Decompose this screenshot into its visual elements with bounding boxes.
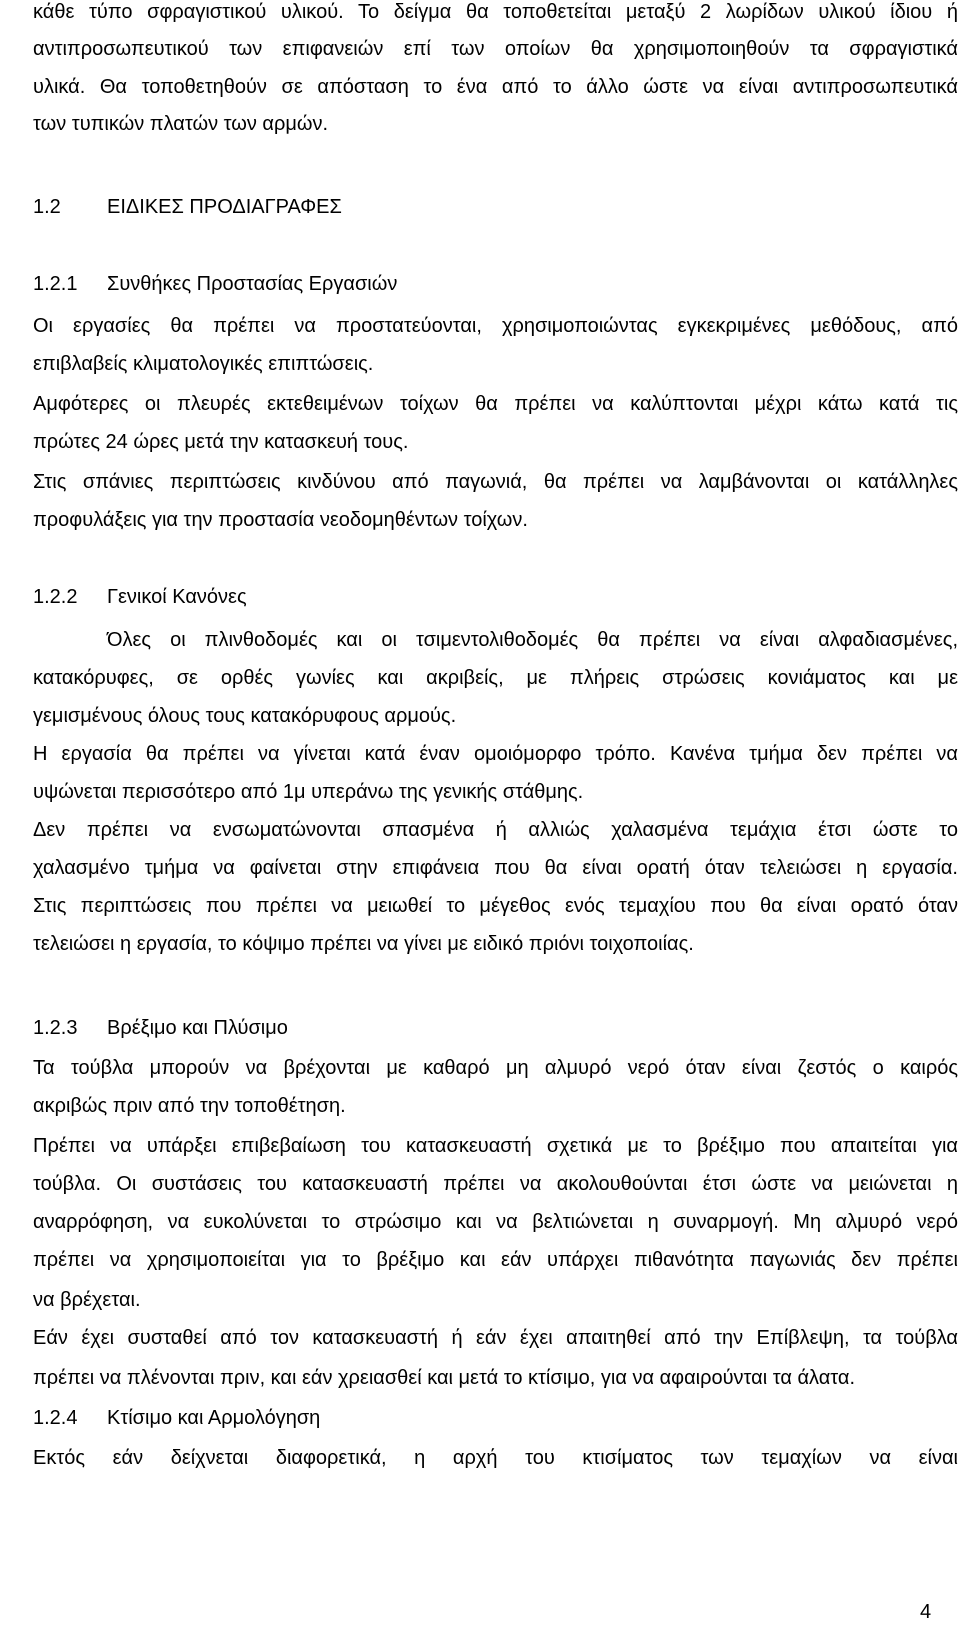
paragraph-line: Εάν έχει συσταθεί από τον κατασκευαστή ή εάν έχει απαιτηθεί από την Επίβλεψη, τα τούβλα (33, 1327, 958, 1349)
paragraph-line: προφυλάξεις για την προστασία νεοδομηθέντων τοίχων. (33, 509, 528, 531)
paragraph-line: Πρέπει να υπάρξει επιβεβαίωση του κατασκευαστή σχετικά με το βρέξιμο που απαιτείται για (33, 1135, 958, 1157)
section-title: ΕΙΔΙΚΕΣ ΠΡΟΔΙΑΓΡΑΦΕΣ (107, 196, 342, 218)
paragraph-line: αναρρόφηση, να ευκολύνεται το στρώσιμο και να βελτιώνεται η συναρμογή. Μη αλμυρό νερό (33, 1211, 958, 1233)
paragraph-line: Στις σπάνιες περιπτώσεις κινδύνου από παγωνιά, θα πρέπει να λαμβάνονται οι κατάλληλες (33, 471, 958, 493)
paragraph-line: να βρέχεται. (33, 1289, 141, 1311)
paragraph-line: ακριβώς πριν από την τοποθέτηση. (33, 1095, 346, 1117)
subsection-number: 1.2.3 (33, 1017, 78, 1039)
paragraph-line: υλικά. Θα τοποθετηθούν σε απόσταση το ένα από το άλλο ώστε να είναι αντιπροσωπευτικά (33, 76, 958, 98)
paragraph-line: Στις περιπτώσεις που πρέπει να μειωθεί το μέγεθος ενός τεμαχίου που θα είναι ορατό όταν (33, 895, 958, 917)
paragraph-line: γεμισμένους όλους τους κατακόρυφους αρμούς. (33, 705, 457, 727)
paragraph-line: πρέπει να χρησιμοποιείται για το βρέξιμο και εάν υπάρχει πιθανότητα παγωνιάς δεν πρέπει (33, 1249, 958, 1271)
section-number: 1.2 (33, 196, 61, 218)
paragraph-line: κατακόρυφες, σε ορθές γωνίες και ακριβείς, με πλήρεις στρώσεις κονιάματος και με (33, 667, 958, 689)
paragraph-line: χαλασμένο τμήμα να φαίνεται στην επιφάνεια που θα είναι ορατή όταν τελειώσει η εργασία. (33, 857, 958, 879)
paragraph-line: των τυπικών πλατών των αρμών. (33, 113, 329, 135)
paragraph-line: κάθε τύπο σφραγιστικού υλικού. Το δείγμα θα τοποθετείται μεταξύ 2 λωρίδων υλικού ίδιου ή (33, 1, 958, 23)
paragraph-line: επιβλαβείς κλιματολογικές επιπτώσεις. (33, 353, 374, 375)
subsection-title: Κτίσιμο και Αρμολόγηση (107, 1407, 321, 1429)
paragraph-line: Η εργασία θα πρέπει να γίνεται κατά έναν ομοιόμορφο τρόπο. Κανένα τμήμα δεν πρέπει να (33, 743, 958, 765)
page-number: 4 (920, 1601, 932, 1623)
paragraph-line: Αμφότερες οι πλευρές εκτεθειμένων τοίχων θα πρέπει να καλύπτονται μέχρι κάτω κατά τις (33, 393, 958, 415)
paragraph-line: Οι εργασίες θα πρέπει να προστατεύονται, χρησιμοποιώντας εγκεκριμένες μεθόδους, από (33, 315, 958, 337)
subsection-number: 1.2.1 (33, 273, 78, 295)
paragraph-line: τούβλα. Οι συστάσεις του κατασκευαστή πρέπει να ακολουθούνται έτσι ώστε να μειώνεται η (33, 1173, 958, 1195)
paragraph-line: Τα τούβλα μπορούν να βρέχονται με καθαρό μη αλμυρό νερό όταν είναι ζεστός ο καιρός (33, 1057, 958, 1079)
paragraph-line: πρέπει να πλένονται πριν, και εάν χρειασθεί και μετά το κτίσιμο, για να αφαιρούνται τα άλατα. (33, 1367, 856, 1389)
paragraph-line: Δεν πρέπει να ενσωματώνονται σπασμένα ή αλλιώς χαλασμένα τεμάχια έτσι ώστε το (33, 819, 958, 841)
paragraph-line: τελειώσει η εργασία, το κόψιμο πρέπει να γίνει με ειδικό πριόνι τοιχοποιίας. (33, 933, 694, 955)
subsection-number: 1.2.2 (33, 586, 78, 608)
subsection-title: Συνθήκες Προστασίας Εργασιών (107, 273, 398, 295)
paragraph-line: Όλες οι πλινθοδομές και οι τσιμεντολιθοδομές θα πρέπει να είναι αλφαδιασμένες, (107, 629, 958, 651)
section-heading (33, 195, 61, 219)
subsection-title: Γενικοί Κανόνες (107, 586, 247, 608)
paragraph-line: υψώνεται περισσότερο από 1μ υπεράνω της γενικής στάθμης. (33, 781, 584, 803)
paragraph-line: Εκτός εάν δείχνεται διαφορετικά, η αρχή του κτισίματος των τεμαχίων να είναι (33, 1447, 958, 1469)
subsection-number: 1.2.4 (33, 1407, 78, 1429)
subsection-title: Βρέξιμο και Πλύσιμο (107, 1017, 288, 1039)
paragraph-line: αντιπροσωπευτικού των επιφανειών επί των οποίων θα χρησιμοποιηθούν τα σφραγιστικά (33, 38, 958, 60)
paragraph-line: πρώτες 24 ώρες μετά την κατασκευή τους. (33, 431, 409, 453)
